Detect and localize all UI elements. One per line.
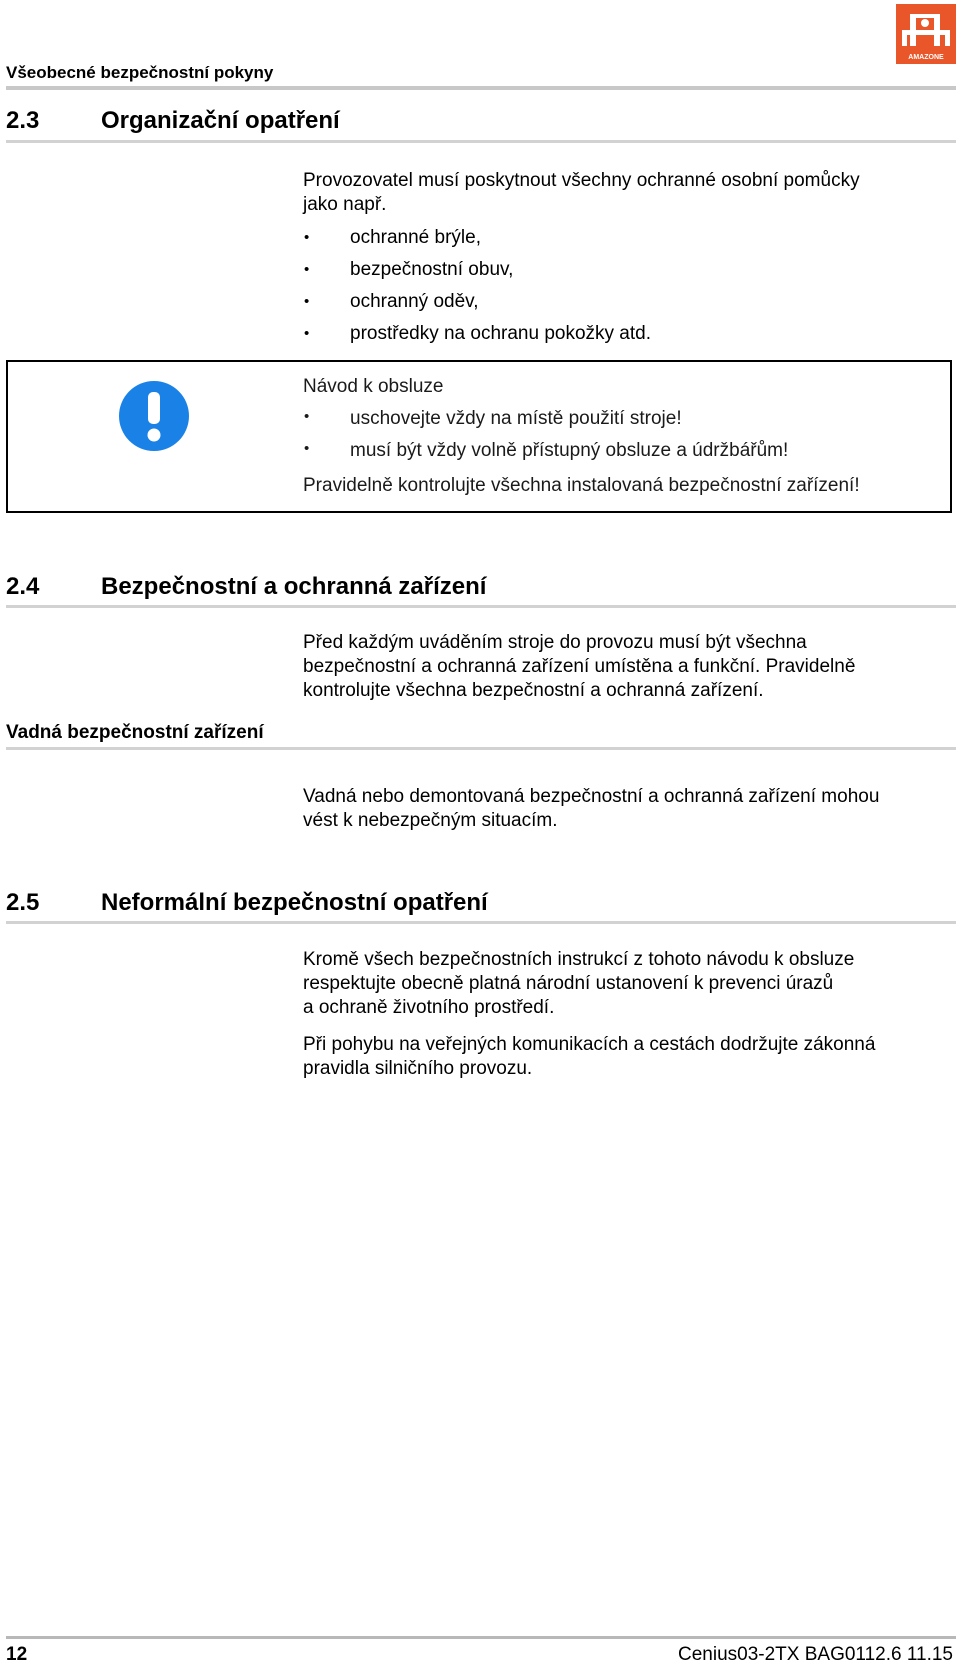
info-exclamation-icon (118, 380, 190, 452)
note-list (303, 408, 943, 472)
sub-heading: Vadná bezpečnostní zařízení (6, 722, 264, 743)
section-heading-2-4 (6, 573, 486, 601)
text-line: Při pohybu na veřejných komunikacích a cestách dodržujte zákonná (303, 1034, 876, 1055)
list-item: • musí být vždy volně přístupný obsluze a údržbářům! (304, 440, 789, 461)
s25-paragraph-2 (303, 1033, 953, 1081)
page-number: 12 (6, 1644, 28, 1665)
section-heading-2-5 (6, 889, 488, 917)
section-divider (6, 140, 956, 143)
sub-heading-divider (6, 747, 956, 750)
note-title: Návod k obsluze (303, 376, 444, 397)
text-line: Vadná nebo demontovaná bezpečnostní a ochranná zařízení mohou (303, 786, 880, 807)
running-header: Všeobecné bezpečnostní pokyny (6, 63, 274, 82)
section-number: 2.5 (6, 889, 40, 916)
text-line: pravidla silničního provozu. (303, 1058, 533, 1079)
document-id: Cenius03-2TX BAG0112.6 11.15 (678, 1644, 953, 1665)
s24-paragraph (303, 631, 953, 703)
s25-paragraph-1 (303, 948, 953, 1020)
list-item: • ochranný oděv, (303, 286, 953, 318)
bullet-icon: • (304, 440, 310, 457)
note-box (6, 360, 952, 513)
ppe-list (303, 222, 953, 350)
bullet-icon: • (304, 261, 310, 278)
text-line: kontrolujte všechna bezpečnostní a ochranná zařízení. (303, 680, 764, 701)
section-divider (6, 605, 956, 608)
text-line: Kromě všech bezpečnostních instrukcí z tohoto návodu k obsluze (303, 949, 855, 970)
section-divider (6, 921, 956, 924)
header-divider (6, 86, 956, 90)
list-item: • prostředky na ochranu pokožky atd. (303, 318, 953, 350)
text-line: vést k nebezpečným situacím. (303, 810, 558, 831)
s24-sub-paragraph (303, 785, 953, 833)
s23-intro (303, 169, 953, 217)
text-line: respektujte obecně platná národní ustanovení k prevenci úrazů (303, 973, 834, 994)
text-line: Před každým uváděním stroje do provozu musí být všechna (303, 632, 807, 653)
text-line: bezpečnostní a ochranná zařízení umístěna a funkční. Pravidelně (303, 656, 856, 677)
list-item: • ochranné brýle, (303, 222, 953, 254)
bullet-icon: • (304, 408, 310, 425)
section-number: 2.4 (6, 573, 40, 600)
footer-divider (6, 1636, 956, 1639)
section-title: Bezpečnostní a ochranná zařízení (101, 573, 487, 600)
text-line: jako např. (303, 194, 387, 215)
bullet-icon: • (304, 325, 310, 342)
section-heading-2-3 (6, 107, 340, 135)
bullet-icon: • (304, 229, 310, 246)
bullet-icon: • (304, 293, 310, 310)
list-item: • uschovejte vždy na místě použití stroje! (304, 408, 682, 429)
logo-wordmark: AMAZONE (908, 54, 944, 61)
note-footer: Pravidelně kontrolujte všechna instalovaná bezpečnostní zařízení! (303, 475, 860, 496)
section-title: Organizační opatření (101, 107, 340, 134)
text-line: a ochraně životního prostředí. (303, 997, 555, 1018)
section-title: Neformální bezpečnostní opatření (101, 889, 488, 916)
section-number: 2.3 (6, 107, 40, 134)
amazone-logo (896, 4, 956, 64)
text-line: Provozovatel musí poskytnout všechny ochranné osobní pomůcky (303, 170, 860, 191)
list-item: • bezpečnostní obuv, (303, 254, 953, 286)
